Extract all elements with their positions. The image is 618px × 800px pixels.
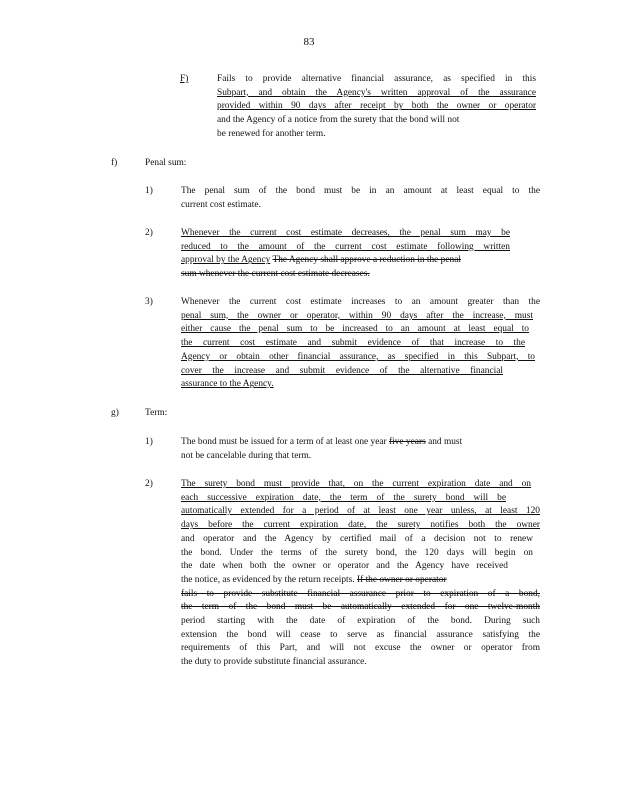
section-g-heading: Term:: [145, 408, 168, 418]
penal-sum-item-3: [181, 296, 540, 392]
item-number: 1): [145, 186, 153, 196]
paragraph-line: Whenever the current cost estimate increases to an amount greater than the: [181, 297, 540, 307]
paragraph-line: cover the increase and submit evidence of the alternative financial: [181, 365, 503, 376]
paragraph-line: and operator and the Agency by certified mail of a decision not to renew: [181, 533, 533, 544]
paragraph-line: extension the bond will cease to serve as financial assurance satisfying the: [181, 629, 540, 640]
section-f-heading: Penal sum:: [145, 158, 187, 168]
term-item-1: [181, 436, 540, 463]
paragraph-line: fails to provide substitute financial assurance prior to expiration of a bond,: [181, 588, 540, 599]
paragraph-line: The bond must be issued for a term of at least one year five years and must: [181, 437, 463, 447]
item-number: 1): [145, 437, 153, 447]
penal-sum-item-2: [181, 227, 540, 282]
section-f-label: f): [111, 158, 118, 168]
item-F-line: provided within 90 days after receipt by both the owner or operator: [217, 101, 536, 112]
paragraph-line: the bond. Under the terms of the surety bond, the 120 days will begin on: [181, 547, 533, 558]
paragraph-line: the date when both the owner or operator and the Agency have received: [181, 561, 508, 572]
paragraph-line: Agency or obtain other financial assurance, as specified in this Subpart, to: [181, 351, 535, 362]
item-number: 2): [145, 479, 153, 489]
paragraph-line: approval by the Agency The Agency shall approve a reduction in the penal: [181, 255, 461, 266]
section-g-label: g): [111, 408, 119, 418]
item-number: 3): [145, 297, 153, 307]
paragraph-line: the duty to provide substitute financial assurance.: [181, 657, 367, 668]
paragraph-line: penal sum, the owner or operator, within 90 days after the increase, must: [181, 310, 533, 321]
paragraph-line: each successive expiration date, the term of the surety bond will be: [181, 492, 506, 503]
paragraph-line: The penal sum of the bond must be in an amount at least equal to the: [181, 186, 540, 196]
paragraph-line: reduced to the amount of the current cost estimate following written: [181, 241, 510, 252]
item-F-line: Fails to provide alternative financial assurance, as specified in this: [217, 74, 536, 84]
item-F-label: F): [180, 74, 189, 84]
paragraph-line: not be cancelable during that term.: [181, 450, 312, 461]
paragraph-line: the notice, as evidenced by the return receipts. If the owner or operator: [181, 574, 447, 585]
paragraph-line: assurance to the Agency.: [181, 379, 274, 390]
page-number: 83: [303, 36, 315, 48]
paragraph-line: period starting with the date of expiration of the bond. During such: [181, 616, 540, 627]
item-F-text: [217, 73, 536, 142]
paragraph-line: the term of the bond must be automatically extended for one twelve-month: [181, 602, 540, 613]
paragraph-line: sum whenever the current cost estimate decreases.: [181, 269, 370, 280]
term-item-2: [181, 478, 540, 670]
paragraph-line: requirements of this Part, and will not excuse the owner or operator from: [181, 643, 540, 654]
item-F-line: Subpart, and obtain the Agency's written approval of the assurance: [217, 87, 536, 98]
paragraph-line: the current cost estimate and submit evidence of that increase to the: [181, 338, 525, 349]
item-number: 2): [145, 228, 153, 238]
paragraph-line: either cause the penal sum to be increased to an amount at least equal to: [181, 324, 529, 335]
item-F-line: be renewed for another term.: [217, 128, 326, 139]
item-F-line: and the Agency of a notice from the surety that the bond will not: [217, 115, 460, 126]
paragraph-line: current cost estimate.: [181, 199, 261, 210]
paragraph-line: The surety bond must provide that, on the current expiration date and on: [181, 479, 531, 489]
paragraph-line: days before the current expiration date, the surety notifies both the owner: [181, 520, 540, 531]
paragraph-line: Whenever the current cost estimate decreases, the penal sum may be: [181, 228, 510, 238]
penal-sum-item-1: [181, 185, 540, 212]
paragraph-line: automatically extended for a period of at least one year unless, at least 120: [181, 506, 540, 517]
